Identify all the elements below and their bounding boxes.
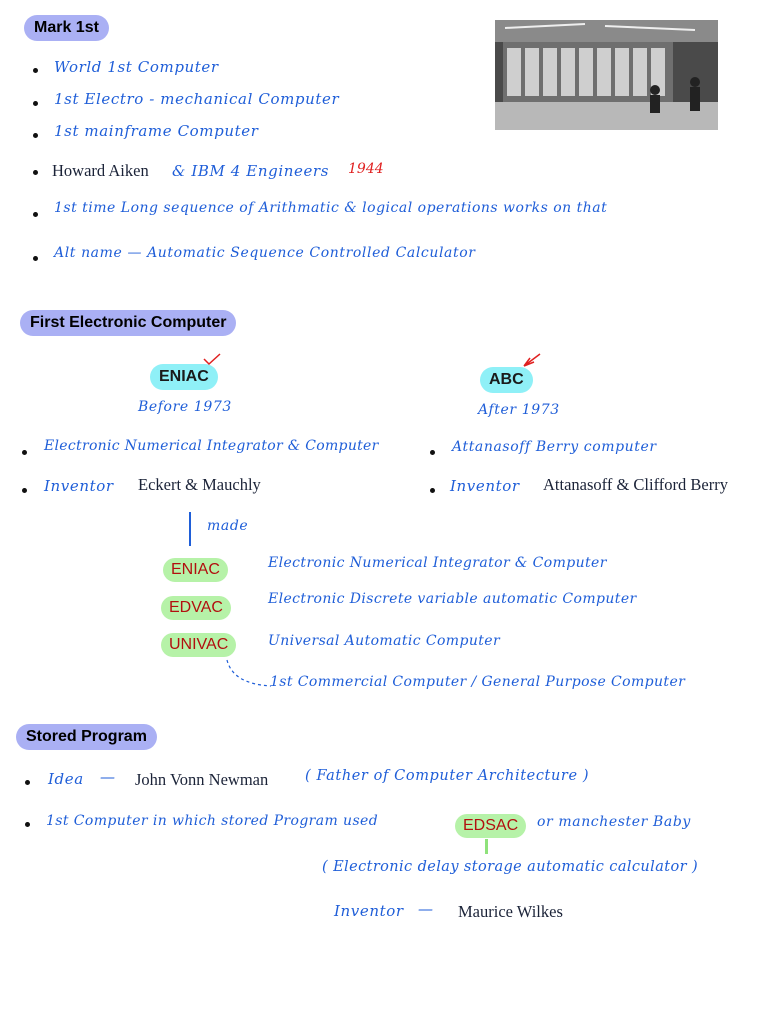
abc-inventor-word: Inventor [450,477,520,495]
mark1-point-1: World 1st Computer [54,58,219,76]
made-line [189,512,191,546]
univac-note: 1st Commercial Computer / General Purpose Computer [270,674,686,690]
red-arrow-icon [522,352,542,368]
bullet [33,212,38,217]
edsac-connector [485,839,488,854]
made-edvac-full: Electronic Discrete variable automatic Computer [268,591,637,607]
made-word: made [207,518,249,534]
mark1-machine-image [495,20,718,130]
eniac-inventor-word: Inventor [44,477,114,495]
made-univac-full: Universal Automatic Computer [268,633,501,649]
first-electronic-heading: First Electronic Computer [20,310,236,336]
stored-inventor-word: Inventor [334,902,404,920]
bullet [22,488,27,493]
idea-note: ( Father of Computer Architecture ) [305,768,590,784]
abc-when: After 1973 [478,402,560,418]
eniac-inventors: Eckert & Mauchly [138,475,261,494]
stored-first-text: 1st Computer in which stored Program used [46,813,379,829]
bullet [25,822,30,827]
made-eniac-badge: ENIAC [163,558,228,582]
bullet [33,68,38,73]
bullet [25,780,30,785]
mark1-photo [495,20,718,130]
stored-inventor-name: Maurice Wilkes [458,902,563,921]
edsac-badge: EDSAC [455,814,526,838]
eniac-badge: ENIAC [150,364,218,390]
abc-inventors: Attanasoff & Clifford Berry [543,475,728,494]
made-edvac-badge: EDVAC [161,596,231,620]
idea-person: John Vonn Newman [135,770,269,789]
bullet [430,488,435,493]
stored-program-heading: Stored Program [16,724,157,750]
idea-word: Idea [48,770,84,788]
mark1-heading: Mark 1st [24,15,109,41]
eniac-full-form: Electronic Numerical Integrator & Computer [44,438,379,454]
bullet [33,256,38,261]
mark1-aiken: Howard Aiken [52,161,149,180]
mark1-point-2: 1st Electro - mechanical Computer [54,90,340,108]
stored-inventor-dash: — [418,900,434,918]
mark1-aiken-note: & IBM 4 Engineers [172,162,329,180]
red-check-icon [202,352,222,366]
dashed-connector [225,658,275,690]
mark1-year: 1944 [348,161,384,177]
bullet [33,170,38,175]
edsac-or-text: or manchester Baby [537,814,691,830]
made-eniac-full: Electronic Numerical Integrator & Computer [268,555,607,571]
abc-full-form: Attanasoff Berry computer [452,439,657,455]
made-univac-badge: UNIVAC [161,633,236,657]
bullet [33,133,38,138]
idea-dash: — [100,768,116,786]
bullet [33,101,38,106]
edsac-full-form: ( Electronic delay storage automatic calculator ) [322,859,699,875]
bullet [430,450,435,455]
mark1-point-4: 1st time Long sequence of Arithmatic & logical operations works on that [54,200,608,216]
abc-badge: ABC [480,367,533,393]
eniac-when: Before 1973 [138,399,232,415]
mark1-point-3: 1st mainframe Computer [54,122,259,140]
mark1-point-5: Alt name — Automatic Sequence Controlled Calculator [54,245,476,261]
bullet [22,450,27,455]
